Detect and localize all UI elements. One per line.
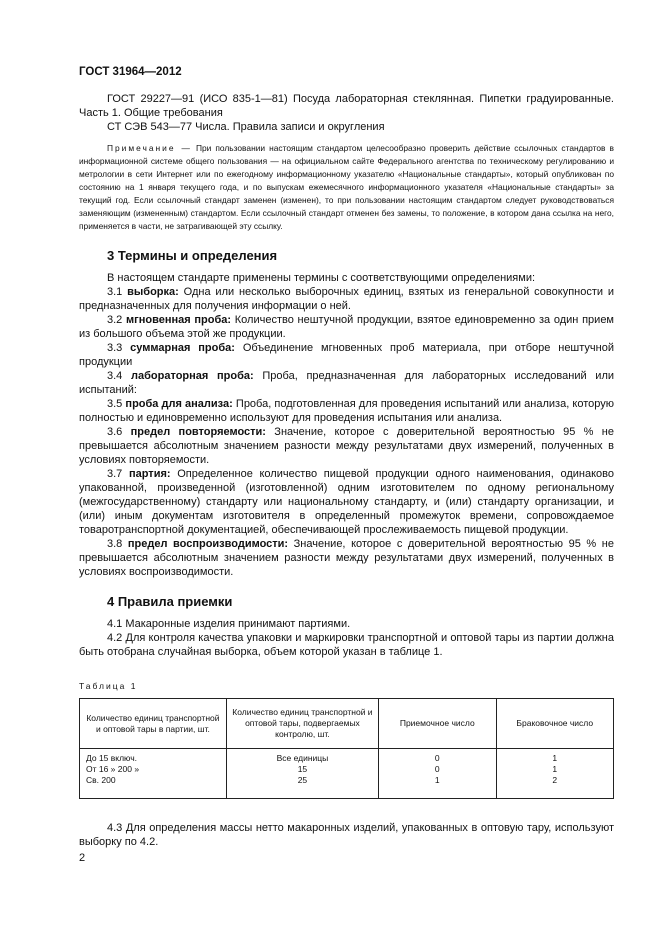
term-number: 3.8 (107, 538, 123, 550)
term-definition: Определенное количество пищевой продукции одного наименования, одинаково упакованной, произведенной (изготовленной) одним изготовителем по одному региональному (межгосударственному) стандарту или национальному стандарту, и (или) стандарту организации, и (или) иным документам изготовителя в определенный промежуток времени, сопровождаемое товаротранспортной документацией, обеспечивающей прослеживаемость пищевой продукции. (79, 468, 614, 536)
term-3-7 (79, 467, 614, 537)
term-definition: Количество нештучной продукции, взятое единовременно за один прием из большого объема этой же продукции. (79, 314, 614, 340)
term-3-1 (79, 285, 614, 313)
term-number: 3.5 (107, 398, 123, 410)
term-definition: Проба, подготовленная для проведения испытаний или анализа, которую полностью и единовременно используют для проведения испытания или анализа. (79, 398, 614, 424)
table-row (80, 749, 614, 765)
term-number: 3.7 (107, 468, 123, 480)
note-text: При пользовании настоящим стандартом целесообразно проверить действие ссылочных стандартов в информационной системе общего пользования — на официальном сайте Федерального агентства по техническому регулированию и метрологии в сети Интернет или по ежегодному информационному указателю «Национальные стандарты», который опубликован по состоянию на 1 января текущего года, и по выпускам ежемесячного информационного указателя «Национальные стандарты» за текущий год. Если ссылочный стандарт заменен (изменен), то при пользовании настоящим стандартом следует руководствоваться заменяющим (измененным) стандартом. Если ссылочный стандарт отменен без замены, то положение, в котором дана ссылка на него, применяется в части, не затрагивающей эту ссылку. (79, 143, 614, 231)
clause-4-1: 4.1 Макаронные изделия принимают партиями. (107, 618, 351, 630)
sampling-table (79, 698, 614, 799)
term-definition: Значение, которое с доверительной вероятностью 95 % не превышается абсолютным значением разности между результатами двух измерений, полученных в условиях повторяемости. (79, 426, 614, 466)
term-definition: Объединение мгновенных проб материала, при отборе нештучной продукции (79, 342, 614, 368)
term-name: проба для анализа: (125, 398, 233, 410)
table-cell: 1 (379, 775, 496, 799)
term-3-8 (79, 537, 614, 579)
section-3-intro: В настоящем стандарте применены термины с соответствующими определениями: (107, 272, 536, 284)
table-header-rejection-number: Браковочное число (496, 699, 614, 749)
document-code-header: ГОСТ 31964—2012 (79, 66, 182, 78)
table-cell: 0 (379, 749, 496, 765)
term-name: лабораторная проба: (131, 370, 254, 382)
term-number: 3.2 (107, 314, 123, 326)
term-definition: Проба, предназначенная для лабораторных исследований или испытаний: (79, 370, 615, 396)
table-cell: 2 (496, 775, 614, 799)
clause-4-2: 4.2 Для контроля качества упаковки и маркировки транспортной и оптовой тары из партии должна быть отобрана случайная выборка, объем которой указан в таблице 1. (79, 632, 614, 658)
section-3-heading: 3 Термины и определения (107, 248, 278, 263)
table-cell: 1 (496, 749, 614, 765)
term-3-2 (79, 313, 614, 341)
term-3-4 (79, 369, 614, 397)
table-cell: 15 (226, 764, 378, 775)
table-row (80, 764, 614, 775)
term-name: выборка: (127, 286, 179, 298)
section-4-heading: 4 Правила приемки (107, 594, 233, 609)
term-number: 3.1 (107, 286, 123, 298)
term-name: партия: (128, 468, 171, 480)
table-cell: Все единицы (226, 749, 378, 765)
table-caption: Таблица 1 (79, 681, 138, 691)
note-label: Примечание — (107, 143, 192, 153)
term-number: 3.4 (107, 370, 123, 382)
table-header-acceptance-number: Приемочное число (379, 699, 496, 749)
term-name: суммарная проба: (130, 342, 235, 354)
table-cell: До 15 включ. (80, 749, 227, 765)
term-definition: Одна или несколько выборочных единиц, взятых из генеральной совокупности и предназначенных для получения информации о ней. (79, 286, 615, 312)
term-3-6 (79, 425, 614, 467)
term-name: предел повторяемости: (130, 426, 266, 438)
table-cell: 0 (379, 764, 496, 775)
page-number: 2 (79, 852, 86, 864)
table-header-sample-size: Количество единиц транспортной и оптовой тары, подвергаемых контролю, шт. (226, 699, 378, 749)
clause-4-3: 4.3 Для определения массы нетто макаронных изделий, упакованных в оптовую тару, используют выборку по 4.2. (79, 822, 614, 848)
reference-st-sev-543: СТ СЭВ 543—77 Числа. Правила записи и округления (107, 121, 385, 133)
term-definition: Значение, которое с доверительной вероятностью 95 % не превышается абсолютным значением разности между результатами двух измерений, полученных в условиях воспроизводимости. (79, 538, 614, 578)
table-header-row (80, 699, 614, 749)
term-number: 3.3 (107, 342, 123, 354)
term-number: 3.6 (107, 426, 123, 438)
table-row (80, 775, 614, 799)
table-cell: 1 (496, 764, 614, 775)
term-name: мгновенная проба: (126, 314, 232, 326)
term-name: предел воспроизводимости: (127, 538, 289, 550)
table-cell: От 16 » 200 » (80, 764, 227, 775)
table-header-lot-size: Количество единиц транспортной и оптовой тары в партии, шт. (80, 699, 227, 749)
normative-note (79, 142, 614, 233)
term-3-3 (79, 341, 614, 369)
reference-gost-29227: ГОСТ 29227—91 (ИСО 835-1—81) Посуда лабораторная стеклянная. Пипетки градуированные. Часть 1. Общие требования (79, 93, 614, 119)
table-cell: 25 (226, 775, 378, 799)
term-3-5 (79, 397, 614, 425)
page-content (79, 92, 614, 849)
table-cell: Св. 200 (80, 775, 227, 799)
